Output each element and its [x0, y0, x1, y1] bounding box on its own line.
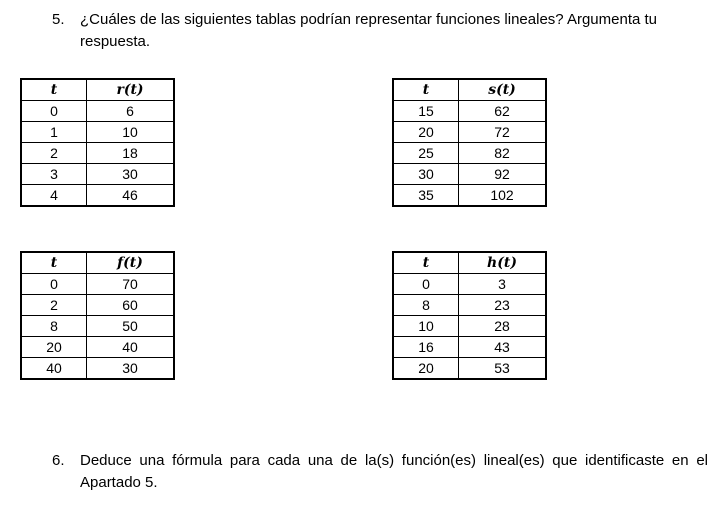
table-row: [21, 122, 174, 143]
table-h: [392, 251, 547, 380]
question-5: [52, 9, 692, 55]
table-row: [21, 185, 174, 207]
cell-t: 1: [21, 122, 87, 143]
cell-value: 30: [87, 164, 175, 185]
cell-value: 50: [87, 316, 175, 337]
cell-t: 40: [21, 358, 87, 380]
table-row: [21, 164, 174, 185]
table-row: [21, 358, 174, 380]
table-row: [393, 295, 546, 316]
table-row: [21, 143, 174, 164]
cell-value: 6: [87, 101, 175, 122]
cell-t: 2: [21, 295, 87, 316]
cell-t: 3: [21, 164, 87, 185]
table-header-row: [393, 79, 546, 101]
cell-value: 23: [459, 295, 547, 316]
cell-value: 53: [459, 358, 547, 380]
cell-t: 15: [393, 101, 459, 122]
cell-t: 2: [21, 143, 87, 164]
cell-value: 60: [87, 295, 175, 316]
cell-t: 8: [393, 295, 459, 316]
question-6: [52, 450, 708, 496]
cell-value: 62: [459, 101, 547, 122]
header-t: t: [393, 252, 459, 274]
table-row: [393, 337, 546, 358]
cell-value: 72: [459, 122, 547, 143]
cell-value: 102: [459, 185, 547, 207]
cell-value: 82: [459, 143, 547, 164]
cell-t: 16: [393, 337, 459, 358]
table-row: [21, 274, 174, 295]
table-row: [393, 316, 546, 337]
header-t: t: [393, 79, 459, 101]
cell-t: 20: [393, 358, 459, 380]
table-row: [21, 295, 174, 316]
question-6-number: 6.: [52, 452, 65, 469]
header-function: f(t): [87, 252, 175, 274]
table-row: [21, 337, 174, 358]
table-row: [393, 274, 546, 295]
question-5-text: ¿Cuáles de las siguientes tablas podrían representar funciones lineales? Argumenta tu respuesta.: [80, 11, 658, 50]
table-row: [21, 101, 174, 122]
table-s: [392, 78, 547, 207]
cell-t: 20: [393, 122, 459, 143]
header-function: s(t): [459, 79, 547, 101]
header-function: r(t): [87, 79, 175, 101]
table-header-row: [21, 252, 174, 274]
cell-t: 10: [393, 316, 459, 337]
table-r: [20, 78, 175, 207]
cell-value: 40: [87, 337, 175, 358]
cell-value: 92: [459, 164, 547, 185]
header-function: h(t): [459, 252, 547, 274]
cell-t: 35: [393, 185, 459, 207]
cell-value: 46: [87, 185, 175, 207]
cell-value: 3: [459, 274, 547, 295]
cell-t: 8: [21, 316, 87, 337]
question-5-number: 5.: [52, 11, 65, 28]
cell-t: 0: [21, 274, 87, 295]
cell-value: 28: [459, 316, 547, 337]
cell-t: 20: [21, 337, 87, 358]
header-t: t: [21, 252, 87, 274]
table-row: [393, 122, 546, 143]
cell-value: 18: [87, 143, 175, 164]
table-header-row: [21, 79, 174, 101]
cell-t: 0: [393, 274, 459, 295]
header-t: t: [21, 79, 87, 101]
table-row: [393, 101, 546, 122]
cell-t: 0: [21, 101, 87, 122]
table-row: [393, 143, 546, 164]
cell-value: 10: [87, 122, 175, 143]
cell-value: 70: [87, 274, 175, 295]
question-6-text: Deduce una fórmula para cada una de la(s) función(es) lineal(es) que identificaste en el Apartado 5.: [80, 452, 708, 491]
cell-value: 30: [87, 358, 175, 380]
table-f: [20, 251, 175, 380]
cell-t: 25: [393, 143, 459, 164]
cell-t: 4: [21, 185, 87, 207]
table-row: [393, 164, 546, 185]
cell-t: 30: [393, 164, 459, 185]
table-row: [393, 358, 546, 380]
cell-value: 43: [459, 337, 547, 358]
table-row: [393, 185, 546, 207]
table-header-row: [393, 252, 546, 274]
table-row: [21, 316, 174, 337]
